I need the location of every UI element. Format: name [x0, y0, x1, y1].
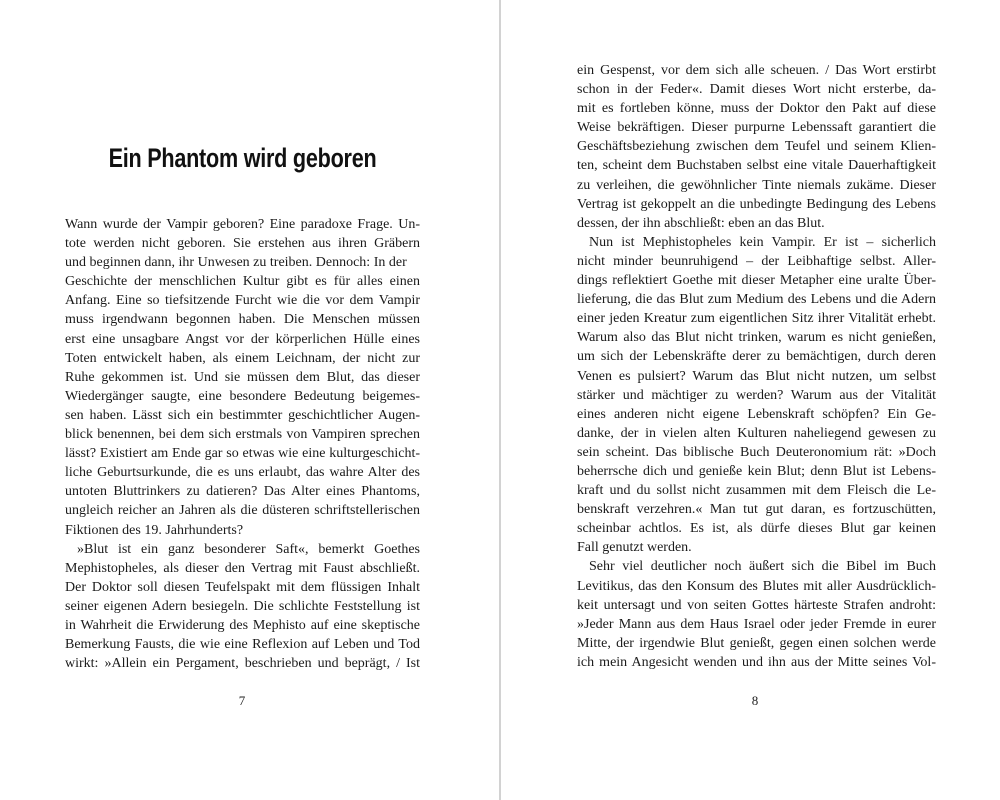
text-line: keit untersagt und von seiten Gottes härteste Strafen androht:	[577, 597, 936, 613]
text-line: stärker und mächtiger zu werden? Warum aus der Vitalität	[577, 387, 936, 403]
right-page-body	[577, 61, 936, 672]
text-line: ten, scheint dem Buchstaben selbst eine vitale Dauerhaftigkeit	[577, 158, 936, 174]
text-line: sein scheint. Das biblische Buch Deuteronomium rät: »Doch	[577, 444, 936, 460]
text-line: Mephistopheles, als dieser den Vertrag mit Faust abschließt.	[65, 560, 420, 576]
left-page-body	[65, 215, 420, 673]
text-line: Wann wurde der Vampir geboren? Eine paradoxe Frage. Un-	[65, 217, 420, 232]
left-page	[0, 0, 499, 800]
text-line: schon in der Feder«. Damit dieses Wort nicht ersterbe, da-	[577, 82, 936, 98]
text-line: Nun ist Mephistopheles kein Vampir. Er ist – sicherlich	[589, 234, 936, 250]
text-line: Vertrag ist gekoppelt an die unbedingte Bedingung des Lebens	[577, 196, 936, 212]
text-line: Warum also das Blut nicht trinken, warum es nicht genießen,	[577, 330, 936, 346]
text-line: Weise bekräftigen. Dieser purpurne Lebenssaft garantiert die	[577, 120, 936, 136]
text-line: und beginnen dann, ihr Unwesen zu treiben. Dennoch: In der	[65, 255, 407, 271]
text-line: dessen, der ihn abschließt: eben an das Blut.	[577, 215, 825, 231]
text-line: zu verleihen, die gewöhnlicher Tinte niemals zukäme. Dieser	[577, 177, 936, 193]
text-line: nicht minder beunruhigend – der Leibhaftige selbst. Aller-	[577, 253, 936, 269]
text-line: mit es fortleben könne, muss der Doktor den Pakt auf diese	[577, 101, 936, 117]
text-line: Venen es pulsiert? Warum das Blut nicht nutzen, um selbst	[577, 368, 936, 384]
text-line: blick benennen, bei dem sich erstmals von Vampiren sprechen	[65, 427, 420, 443]
text-line: danke, der in vielen alten Kulturen naheliegend gewesen zu	[577, 425, 936, 441]
text-line: Geschäftsbeziehung zwischen dem Teufel und seinem Klien-	[577, 139, 936, 155]
text-line: ungleich reicher an Jahren als die düsteren schriftstellerischen	[65, 503, 420, 519]
text-line: beherrsche dich und genieße kein Blut; denn Blut ist Lebens-	[577, 463, 936, 479]
text-line: einer jeden Kreatur zum eigentlichen Sitz ihrer Vitalität erhebt.	[577, 311, 936, 327]
text-line: Ruhe gekommen ist. Und sie müssen dem Blut, das dieser	[65, 369, 420, 385]
text-line: scheinbar achtlos. Es ist, als dürfe dieses Blut gar keinen	[577, 521, 936, 537]
text-line: erst eine unsagbare Angst vor der körperlichen Hülle eines	[65, 331, 420, 347]
text-line: lieferung, die das Blut zum Medium des Lebens und die Adern	[577, 292, 936, 308]
text-line: Fall genutzt werden.	[577, 540, 692, 556]
text-line: Wiedergänger saugte, eine besondere Bedeutung beigemes-	[65, 388, 420, 404]
text-line: tote werden nicht geboren. Sie erstehen aus ihren Gräbern	[65, 236, 420, 252]
text-line: dings reflektiert Goethe mit dieser Metapher eine uralte Über-	[577, 273, 936, 289]
text-line: »Jeder Mann aus dem Haus Israel oder jeder Fremde in eurer	[577, 616, 936, 632]
text-line: liche Geburtsurkunde, die es uns erlaubt, das wahre Alter des	[65, 465, 420, 481]
text-line: ein Gespenst, vor dem sich alle scheuen. / Das Wort erstirbt	[577, 63, 936, 78]
text-line: Der Doktor soll diesen Teufelspakt mit dem flüssigen Inhalt	[65, 579, 420, 595]
text-line: seiner eigenen Adern besiegeln. Die schlichte Feststellung ist	[65, 598, 420, 614]
page-number: 8	[751, 693, 759, 708]
text-line: Toten entwickelt haben, als einem Leichnam, der nicht zur	[65, 350, 420, 366]
text-line: ich mein Angesicht wenden und ihn aus der Mitte seines Vol-	[577, 654, 936, 670]
text-line: Fiktionen des 19. Jahrhunderts?	[65, 522, 244, 538]
chapter-title: Ein Phantom wird geboren	[108, 143, 377, 173]
text-line: benskraft verzehren.« Man tut gut daran, es fortzuschütten,	[577, 502, 936, 518]
text-line: muss irgendwann begonnen haben. Die Menschen müssen	[65, 312, 420, 328]
text-line: Geschichte der menschlichen Kultur gibt es für alles einen	[65, 274, 420, 290]
text-line: in Wahrheit die Erwiderung des Mephisto auf eine skeptische	[65, 617, 420, 633]
text-line: Levitikus, das den Konsum des Blutes mit aller Ausdrücklich-	[577, 578, 936, 594]
text-line: kraft und du sollst nicht zusammen mit dem Fleisch die Le-	[577, 483, 936, 499]
text-line: wirkt: »Allein ein Pergament, beschrieben und beprägt, / Ist	[65, 656, 420, 672]
text-line: um sich der Lebenskräfte derer zu bemächtigen, durch deren	[577, 349, 936, 365]
text-line: Mitte, der irgendwie Blut genießt, gegen einen solchen werde	[577, 635, 936, 651]
page-number: 7	[238, 693, 246, 708]
right-page	[501, 0, 1000, 800]
text-line: eines anderen nicht eigene Lebenskraft schöpfen? Ein Ge-	[577, 406, 936, 422]
text-line: »Blut ist ein ganz besonderer Saft«, bemerkt Goethes	[77, 541, 420, 557]
text-line: Bemerkung Fausts, die wie eine Reflexion auf Leben und Tod	[65, 637, 420, 653]
text-line: Anfang. Eine so tiefsitzende Furcht wie die vor dem Vampir	[65, 293, 420, 309]
text-line: untoten Bluttrinkers zu datieren? Das Alter eines Phantoms,	[65, 484, 420, 500]
text-line: lässt? Existiert am Ende gar so etwas wie eine kulturgeschicht-	[65, 446, 420, 462]
text-line: sen haben. Lässt sich ein bestimmter geschichtlicher Augen-	[65, 407, 420, 423]
text-line: Sehr viel deutlicher noch äußert sich die Bibel im Buch	[589, 559, 936, 575]
